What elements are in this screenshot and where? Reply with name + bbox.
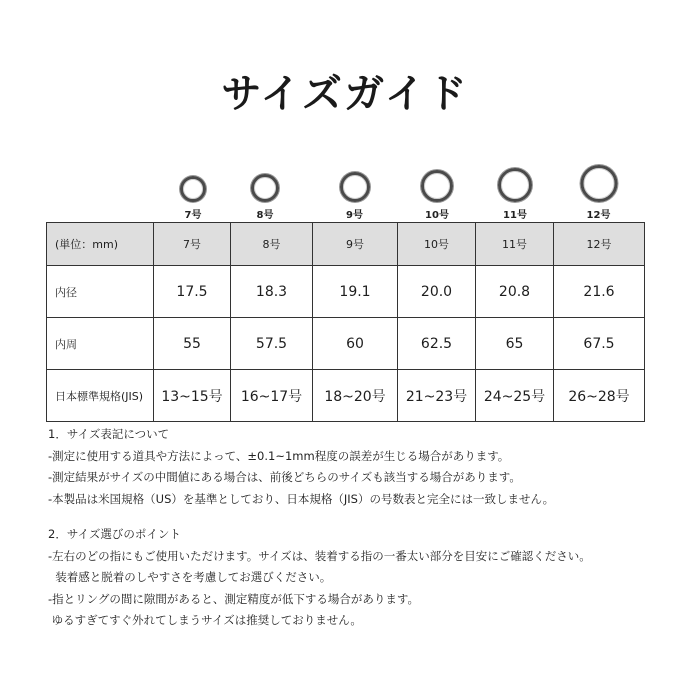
table-cell: 20.8	[476, 266, 554, 318]
table-cell: 21~23号	[398, 370, 476, 422]
table-cell: 19.1	[313, 266, 398, 318]
note-line: -測定に使用する道具や方法によって、±0.1~1mm程度の誤差が生じる場合があります。	[48, 448, 510, 463]
table-cell: 21.6	[554, 266, 645, 318]
ring-icon	[340, 172, 370, 202]
ring-8	[230, 162, 300, 221]
ring-label: 12号	[586, 210, 611, 221]
table-header-row	[47, 223, 645, 266]
page-title: サイズガイド	[221, 71, 469, 117]
note-line: ゆるすぎてすぐ外れてしまうサイズは推奨しておりません。	[48, 613, 362, 627]
ring-icon	[180, 176, 206, 202]
ring-12	[553, 162, 644, 221]
section-heading: 2．サイズ選びのポイント	[48, 527, 181, 541]
ring-11	[475, 162, 555, 221]
ring-icon	[421, 170, 453, 202]
column-header: 7号	[154, 223, 231, 266]
note-line: -本製品は米国規格（US）を基準としており、日本規格（JIS）の号数表と完全には一致しません。	[48, 491, 555, 506]
table-cell: 62.5	[398, 318, 476, 370]
ring-label: 10号	[425, 210, 449, 221]
ring-icon	[498, 168, 532, 202]
column-header: 10号	[398, 223, 476, 266]
row-label: 内周	[47, 318, 154, 370]
ring-label: 9号	[346, 210, 363, 221]
column-header: 11号	[476, 223, 554, 266]
table-cell: 13~15号	[154, 370, 231, 422]
table-cell: 24~25号	[476, 370, 554, 422]
table-cell: 18.3	[231, 266, 313, 318]
table-cell: 55	[154, 318, 231, 370]
table-row-inner-diameter	[47, 266, 645, 318]
ring-9	[312, 162, 397, 221]
table-cell: 67.5	[554, 318, 645, 370]
note-line: -指とリングの間に隙間があると、測定精度が低下する場合があります。	[48, 591, 419, 606]
table-cell: 17.5	[154, 266, 231, 318]
table-cell: 60	[313, 318, 398, 370]
note-line: -左右のどの指にもご使用いただけます。サイズは、装着する指の一番太い部分を目安にご確認ください。	[48, 548, 591, 563]
ring-label: 7号	[184, 210, 202, 221]
ring-label: 11号	[503, 210, 527, 221]
ring-icon	[580, 165, 617, 202]
size-table	[46, 222, 645, 422]
unit-label: (単位：mm)	[47, 223, 154, 266]
notes	[48, 424, 648, 632]
column-header: 8号	[231, 223, 313, 266]
table-cell: 65	[476, 318, 554, 370]
table-row-inner-circumference	[47, 318, 645, 370]
row-label: 内径	[47, 266, 154, 318]
table-row-jis	[47, 370, 645, 422]
ring-7	[153, 162, 233, 221]
note-line: 装着感と脱着のしやすさを考慮してお選びください。	[48, 570, 332, 584]
table-cell: 57.5	[231, 318, 313, 370]
section-heading: 1．サイズ表記について	[48, 427, 170, 441]
ring-illustrations	[46, 162, 644, 222]
ring-icon	[251, 174, 279, 202]
table-cell: 16~17号	[231, 370, 313, 422]
row-label: 日本標準規格(JIS)	[47, 370, 154, 422]
column-header: 9号	[313, 223, 398, 266]
column-header: 12号	[554, 223, 645, 266]
table-cell: 18~20号	[313, 370, 398, 422]
note-line: -測定結果がサイズの中間値にある場合は、前後どちらのサイズも該当する場合があります。	[48, 470, 521, 484]
ring-10	[397, 162, 477, 221]
table-cell: 20.0	[398, 266, 476, 318]
ring-label: 8号	[256, 210, 274, 221]
table-cell: 26~28号	[554, 370, 645, 422]
